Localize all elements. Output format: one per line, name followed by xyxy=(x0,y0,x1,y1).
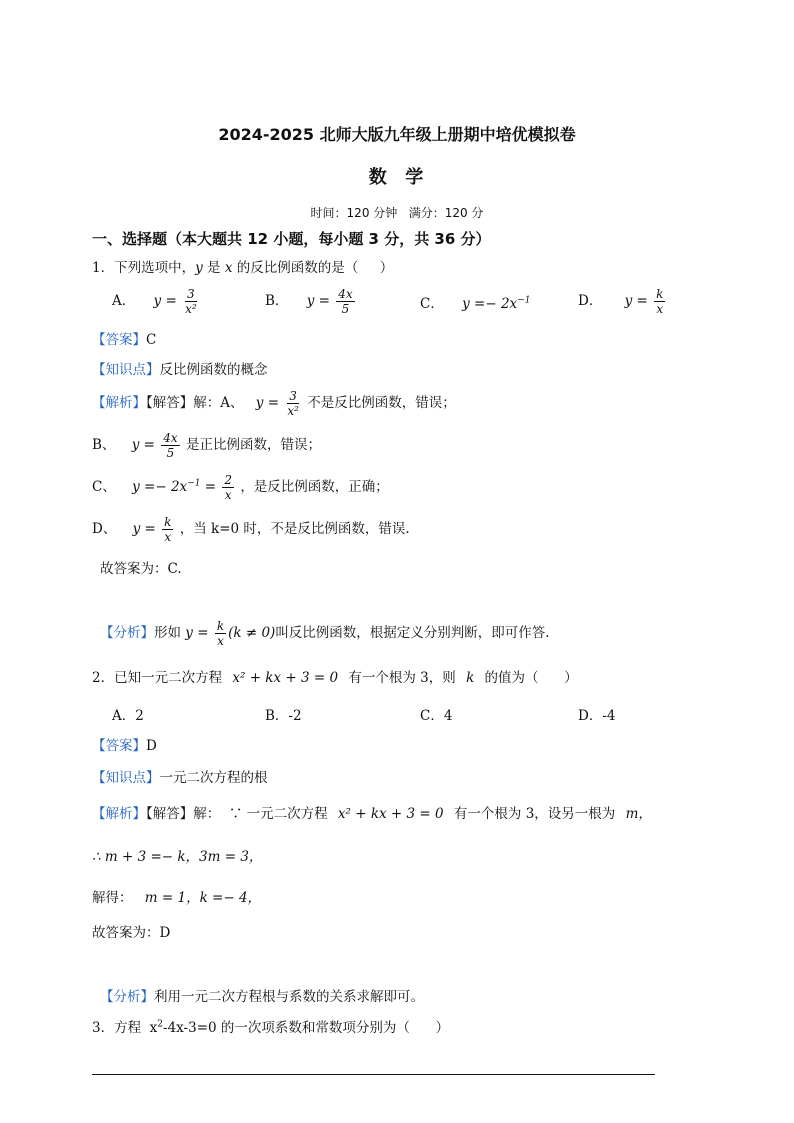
q2-answer: 【答案】D xyxy=(92,738,157,754)
q2-option-a: A．2 xyxy=(112,708,144,724)
q2-conclusion: 故答案为：D xyxy=(92,925,171,941)
q1-option-d: D． y = $\frac{k}{x}$ xyxy=(578,287,664,316)
q1-solution-a: 【解析】【解答】解：A、 y = $\frac{3}{\text{x²}}$ 不是反比例函数，错误； xyxy=(92,389,456,418)
q1-stem: 1．下列选项中，y 是 x 的反比例函数的是（ ） xyxy=(92,260,394,276)
q2-knowledge: 【知识点】一元二次方程的根 xyxy=(92,770,268,786)
q1-knowledge: 【知识点】反比例函数的概念 xyxy=(92,362,268,378)
document-title: 2024-2025 北师大版九年级上册期中培优模拟卷 xyxy=(218,125,576,144)
q2-solution: 【解析】【解答】解： ∵ 一元二次方程 x² + kx + 3 = 0 有一个根为 3，设另一根为 m， xyxy=(92,806,652,822)
q1-solution-c: C、 $y =- 2x^{-1}$ = $\frac{2}{x}$ ，是反比例函数，正确； xyxy=(92,473,389,502)
q2-option-d: D．-4 xyxy=(578,708,616,724)
q1-option-a: A． y = $\frac{3}{\text{x²}}$ xyxy=(112,287,197,316)
q1-solution-b: B、 y = $\frac{4x}{5}$ 是正比例函数，错误； xyxy=(92,431,321,460)
subject-heading: 数 学 xyxy=(368,167,426,188)
section-heading: 一、选择题（本大题共 12 小题，每小题 3 分，共 36 分） xyxy=(92,230,491,248)
q1-answer: 【答案】C xyxy=(92,332,157,348)
q2-option-b: B．-2 xyxy=(265,708,302,724)
q1-solution-d: D、 y = $\frac{k}{x}$ ，当 k=0 时，不是反比例函数，错误. xyxy=(92,515,410,544)
q2-step-1: ∴ m + 3 =− k，3m = 3， xyxy=(92,849,263,865)
q1-option-b: B． y = $\frac{4x}{5}$ xyxy=(265,287,353,316)
exam-meta: 时间：120 分钟 满分：120 分 xyxy=(310,206,484,220)
q1-option-c: C． $y =- 2x^{-1}$ xyxy=(420,295,531,312)
q3-stem: 3．方程 $x^2-4x-3=0$ 的一次项系数和常数项分别为（ ） xyxy=(92,1019,450,1036)
q1-conclusion: 故答案为：C. xyxy=(100,561,182,577)
footer-rule xyxy=(92,1074,655,1075)
q2-option-c: C．4 xyxy=(420,708,453,724)
q2-remark: 【分析】利用一元二次方程根与系数的关系求解即可。 xyxy=(100,989,424,1005)
q1-remark: 【分析】形如 y = $\frac{k}{x}$ (k ≠ 0)叫反比例函数，根据定义分别判断，即可作答. xyxy=(100,619,550,648)
q2-step-2: 解得： m = 1，k =− 4， xyxy=(92,890,262,906)
q2-stem: 2．已知一元二次方程 x² + kx + 3 = 0 有一个根为 3，则 k 的值为（ ） xyxy=(92,670,578,686)
